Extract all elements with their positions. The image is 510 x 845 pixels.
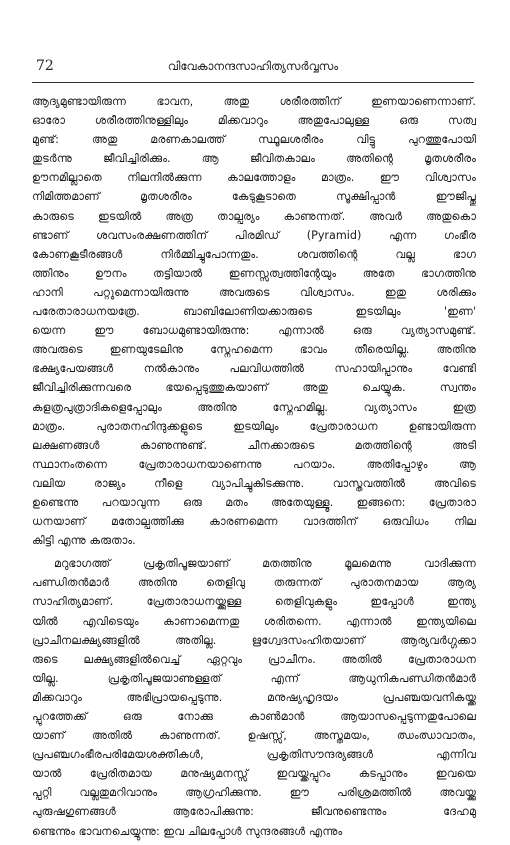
text-line: പ്രാചീനലക്ഷ്യങ്ങളിൽ അതില്ല. ഋഗ്വേദസംഹിതയാണ് ആര്യവർഗ്ഗക്കാ [32, 633, 476, 647]
page-number: 72 [36, 58, 54, 74]
text-line: യില്ല. പ്രകൃതിപൂജയാണുള്ളത് എന്ന് ആധുനികപണ്ഡിതൻമാർ [32, 671, 476, 685]
text-line: ആദ്യമുണ്ടായിരുന്ന ഭാവന, അതു ശരീരത്തിന് ഇണയാണെന്നാണ്. [32, 95, 476, 108]
running-title: വിവേകാനന്ദസാഹിത്യസർവ്വസം [167, 59, 339, 73]
text-line: കിട്ടി എന്നു കരുതാം. [32, 534, 136, 548]
text-line: സ്ഥാനംതന്നെ പ്രേതാരാധനയാണെന്നു പറയാം. അതിപ്പോഴും ആ [32, 457, 476, 471]
text-line: ഭക്ഷ്യപേയങ്ങൾ നൽകാനും പലവിധത്തിൽ സഹായിപ്പാനും വേണ്ടി [32, 362, 476, 376]
text-line: സാഹിത്യമാണ്. പ്രേതാരാധനയ്ക്കുള്ള തെളിവുകളും ഇപ്പോൾ ഇന്ത്യ [32, 595, 476, 609]
text-line: മുണ്ട്: അതു മരണകാലത്ത് സ്ഥൂലശരീരം വിട്ടു പുറത്തുപോയി [32, 133, 476, 147]
text-line: വലിയ രാജ്യം നീളെ വ്യാപിച്ചുകിടക്കുന്നു. വാസ്തവത്തിൽ അവിടെ [32, 476, 476, 490]
text-line: ഓരോ ശരീരത്തിനുള്ളിലും മിക്കവാറും അതുപോലുള്ള ഒരു സത്വ [32, 114, 476, 128]
text-line: ഹാനി പറ്റുമെന്നായിരുന്നു അവരുടെ വിശ്വാസം. ഇതു ശരിക്കും [32, 285, 476, 299]
text-line: പ്രപഞ്ചഗംഭീരപരിമേയശക്തികൾ, പ്രകൃതിസൗന്ദര്യങ്ങൾ എന്നിവ [32, 748, 476, 762]
text-line: കളത്രപുത്രാദികളെപ്പോലും അതിനു സ്നേഹമില്ല. വ്യത്യാസം ഇത്ര [32, 400, 476, 414]
text-line: അവരുടെ ഇണയുടേലിനു സ്നേഹമെന്ന ഭാവം തീരെയില്ല. അതിനു [32, 343, 476, 357]
paragraph [32, 92, 476, 550]
text-line: ജീവിച്ചിരിക്കുന്നവരെ ഭയപ്പെടുത്തുകയാണ് അതു ചെയ്യുക. സ്വന്തം [32, 381, 476, 395]
text-line: ഊനമില്ലാതെ നിലനിൽക്കുന്ന കാലത്തോളം മാത്രം. ഈ വിശ്വാസം [32, 171, 476, 185]
text-line: നിമിത്തമാണ് മൃതശരീരം കേടുകൂടാതെ സൂക്ഷിപ്പാൻ ഈജിപ്തു [32, 190, 476, 204]
text-line: മാത്രം. പുരാതനഹിന്ദുക്കളുടെ ഇടയിലും പ്രേതാരാധന ഉണ്ടായിരുന്ന [32, 419, 476, 433]
text-line: പ്പറ്റി വല്ലതുമറിവാനും ആഗ്രഹിക്കുന്നു. ഈ പരിശ്രമത്തിൽ അവയ്ക്കു [32, 786, 476, 800]
text-line: പുരുഷഗുണങ്ങൾ ആരോപിക്കുന്നു: ജീവനുണ്ടെന്നും ദേഹമു [32, 805, 476, 819]
page-header [32, 58, 474, 80]
text-line: യാണ് അതിൽ കാണുന്നത്. ഉഷസ്സ്, അസ്തമയം, ഝംഝാവാതം, [32, 729, 476, 743]
text-line: ധനയാണ് മതോല്പത്തിക്കു കാരണമെന്ന വാദത്തിന് ഒരുവിധം നില [32, 515, 476, 529]
text-line: ഉണ്ടെന്നു പറയാവുന്ന ഒരു മതം അതേയുള്ളൂ. ഇങ്ങനെ: പ്രേതാരാ [32, 495, 476, 509]
text-line: യാൽ പ്രേരിതമായ മനുഷ്യമനസ്സ് ഇവയ്ക്കപ്പുറം കടപ്പാനും ഇവയെ [32, 767, 476, 781]
body-text [32, 92, 476, 845]
text-line: ത്തിനും ഊനം തട്ടിയാൽ ഇണസ്സത്വത്തിന്റേയും അതേ ഭാഗത്തിനു [32, 266, 476, 280]
text-line: യെന്ന ഈ ബോധമുണ്ടായിരുന്നു: എന്നാൽ ഒരു വ്യത്യാസമുണ്ട്. [32, 324, 476, 338]
text-line: മറുഭാഗത്ത് പ്രകൃതിപൂജയാണ് മതത്തിനു മൂലമെന്നു വാദിക്കുന്ന [54, 557, 476, 571]
text-line: കോണകൂടീരങ്ങൾ നിർമ്മിച്ചുപോന്നതും. ശവത്തിന്റെ വല്ല ഭാഗ [32, 247, 476, 261]
text-line: പരേതാരാധനയത്രേ. ബാബിലോണിയക്കാരുടെ ഇടയിലും 'ഇണ' [32, 305, 476, 319]
text-line: തുടർന്നു ജീവിച്ചിരിക്കും. ആ ജീവിതകാലം അതിന്റെ മൃതശരീരം [32, 152, 476, 166]
text-line: പണ്ഡിതൻമാർ അതിനു തെളിവു തരുന്നത് പുരാതനമായ ആര്യ [32, 576, 476, 590]
text-line: ണ്ടെന്നും ഭാവനചെയ്യുന്നു: ഇവ ചിലപ്പോൾ സുന്ദരങ്ങൾ എന്നും [32, 824, 343, 838]
text-line: പ്പുറത്തേക്ക് ഒരു നോക്കു കാൺമാൻ ആയാസപ്പെടുന്നതുപോലെ [32, 710, 476, 723]
header-divider [32, 82, 474, 83]
text-line: ലക്ഷണങ്ങൾ കാണുന്നുണ്ട്. ചീനക്കാരുടെ മതത്തിന്റെ അടി [32, 438, 476, 452]
text-line: ണ്ടാണ് ശവസംരക്ഷണത്തിന് പിരമിഡ് (Pyramid) എന്ന ഗംഭീര [32, 228, 476, 242]
text-line: രുടെ ലക്ഷ്യങ്ങളിൽവെച്ച് ഏറ്റവും പ്രാചീനം. അതിൽ പ്രേതാരാധന [32, 652, 476, 666]
text-line: യിൽ എവിടെയും കാണാമെന്നതു ശരിതന്നെ. എന്നാൽ ഇന്ത്യയിലെ [32, 614, 476, 628]
paragraph [32, 554, 476, 840]
text-line: മിക്കവാറും അഭിപ്രായപ്പെടുന്നു. മനുഷ്യഹൃദയം പ്രപഞ്ചയവനികയ്ക്ക [32, 690, 476, 704]
text-line: കാരുടെ ഇടയിൽ അത്ര താല്പര്യം കാണുന്നത്. അവർ അതുകൊ [32, 209, 476, 223]
